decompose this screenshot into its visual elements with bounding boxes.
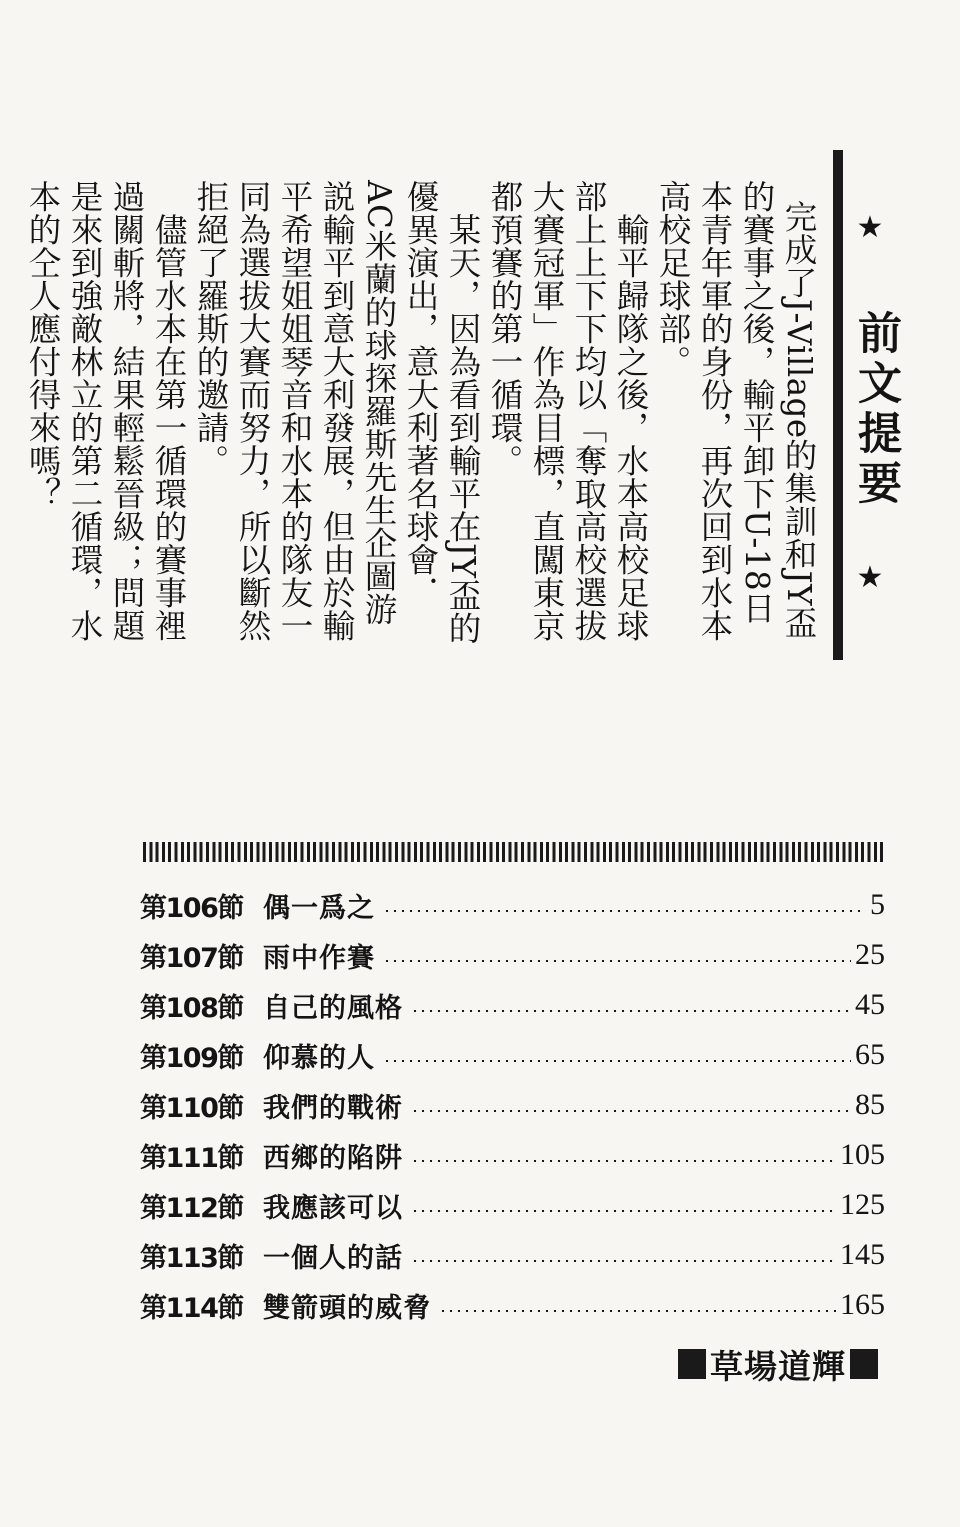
toc-leader-dots <box>411 1160 836 1162</box>
toc-title: 偶一爲之 <box>263 892 375 924</box>
toc-row[interactable] <box>140 1080 885 1130</box>
toc-chapter: 第106節 <box>140 892 243 924</box>
toc-row[interactable] <box>140 1180 885 1230</box>
summary-paragraph: 儘管水本在第一循環的賽事裡過關斬將，結果輕鬆晉級；問題是來到強敵林立的第二循環，水本的仝人應付得來嗎？ <box>24 180 188 642</box>
toc-title: 雨中作賽 <box>263 942 375 974</box>
toc-page-number: 105 <box>840 1138 885 1171</box>
toc-page-number: 85 <box>855 1088 885 1121</box>
toc-leader-dots <box>383 960 851 962</box>
toc-leader-dots <box>383 910 866 912</box>
toc-row[interactable] <box>140 1230 885 1280</box>
table-of-contents <box>140 880 885 1330</box>
toc-row[interactable] <box>140 1280 885 1330</box>
toc-page-number: 45 <box>855 988 885 1021</box>
toc-row[interactable] <box>140 880 885 930</box>
toc-leader-dots <box>411 1010 851 1012</box>
toc-title: 西鄉的陷阱 <box>263 1142 403 1174</box>
toc-leader-dots <box>439 1310 836 1312</box>
toc-leader-dots <box>411 1260 836 1262</box>
toc-title: 我們的戰術 <box>263 1092 403 1124</box>
toc-title: 一個人的話 <box>263 1242 403 1274</box>
square-ornament-icon <box>678 1349 706 1379</box>
toc-chapter: 第114節 <box>140 1292 243 1324</box>
summary-title: 前文提要 <box>850 310 901 510</box>
summary-body <box>24 180 820 650</box>
toc-page-number: 25 <box>855 938 885 971</box>
toc-page-number: 5 <box>870 888 885 921</box>
toc-row[interactable] <box>140 1130 885 1180</box>
toc-chapter: 第110節 <box>140 1092 243 1124</box>
toc-chapter: 第111節 <box>140 1142 243 1174</box>
toc-chapter: 第112節 <box>140 1192 243 1224</box>
toc-leader-dots <box>411 1210 836 1212</box>
toc-leader-dots <box>411 1110 851 1112</box>
summary-divider <box>833 150 843 660</box>
summary-paragraph: 某天，因為看到輸平在JY盃的優異演出，意大利著名球會．AC米蘭的球探羅斯先生企圖游説輸平到意大利發展，但由於輸平希望姐姐琴音和水本的隊友一同為選拔大賽而努力，所以斷然拒絕了羅斯的邀請。 <box>192 180 482 644</box>
decorative-tick-bar <box>143 842 885 862</box>
toc-chapter: 第108節 <box>140 992 243 1024</box>
summary-paragraph: 輸平歸隊之後，水本高校足球部上上下下均以「奪取高校選拔大賽冠軍」作為目標，直闖東京都預賽的第一循環。 <box>486 180 650 642</box>
toc-page-number: 65 <box>855 1038 885 1071</box>
toc-title: 我應該可以 <box>263 1192 403 1224</box>
summary-section <box>24 150 901 670</box>
toc-page-number: 125 <box>840 1188 885 1221</box>
toc-row[interactable] <box>140 980 885 1030</box>
toc-row[interactable] <box>140 930 885 980</box>
toc-page-number: 145 <box>840 1238 885 1271</box>
toc-title: 雙箭頭的威脅 <box>263 1292 431 1324</box>
toc-row[interactable] <box>140 1030 885 1080</box>
author-name: 草場道輝 <box>710 1346 846 1386</box>
square-ornament-icon <box>850 1349 878 1379</box>
toc-leader-dots <box>383 1060 851 1062</box>
toc-chapter: 第113節 <box>140 1242 243 1274</box>
toc-chapter: 第109節 <box>140 1042 243 1074</box>
summary-paragraph: 完成了J-Village的集訓和JY盃的賽事之後，輸平卸下U-18日本青年軍的身份，再次回到水本高校足球部。 <box>654 180 818 642</box>
author-credit <box>674 1344 882 1384</box>
star-icon: ★ <box>856 560 884 595</box>
toc-chapter: 第107節 <box>140 942 243 974</box>
toc-title: 仰慕的人 <box>263 1042 375 1074</box>
toc-title: 自己的風格 <box>263 992 403 1024</box>
toc-page-number: 165 <box>840 1288 885 1321</box>
star-icon: ★ <box>856 210 884 245</box>
